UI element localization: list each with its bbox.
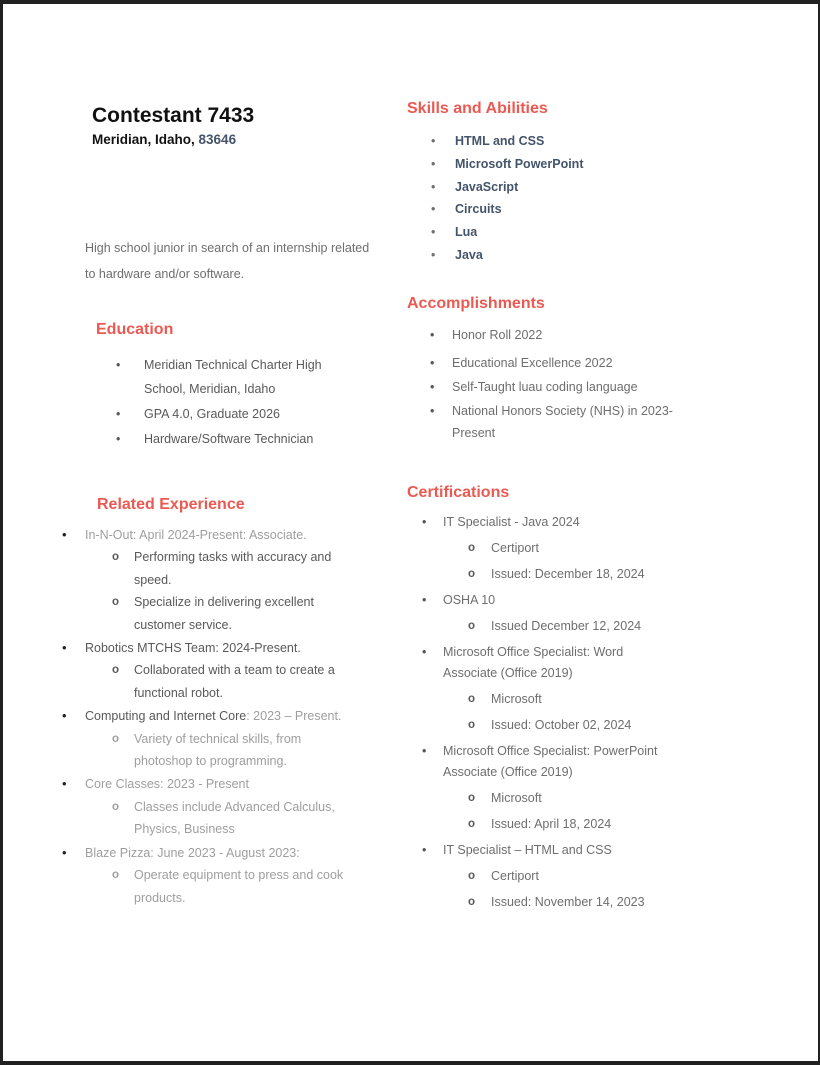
experience-entry-title: Computing and Internet Core xyxy=(85,709,247,724)
certification-title: • Microsoft Office Specialist: PowerPoint Associate (Office 2019) xyxy=(407,741,665,783)
certification-title: • IT Specialist - Java 2024 xyxy=(407,512,665,533)
accomplishment-item: • Educational Excellence 2022 xyxy=(407,352,682,374)
skills-heading: Skills and Abilities xyxy=(407,100,548,117)
certification-detail: o Microsoft xyxy=(407,788,721,809)
certification-title: • Microsoft Office Specialist: Word Associate (Office 2019) xyxy=(407,642,665,684)
contestant-name: Contestant 7433 xyxy=(92,104,255,127)
experience-detail: o Collaborated with a team to create a functional robot. xyxy=(62,659,362,704)
accomplishments-section xyxy=(407,294,707,446)
education-heading: Education xyxy=(96,321,174,338)
objective-text: High school junior in search of an internship related to hardware and/or software. xyxy=(85,241,370,281)
certification-detail: o Certiport xyxy=(407,538,721,559)
skill-item: • Microsoft PowerPoint xyxy=(407,153,707,176)
experience-section xyxy=(62,495,397,909)
certification-detail: o Issued December 12, 2024 xyxy=(407,616,721,637)
skill-item: • Circuits xyxy=(407,198,707,221)
skills-section xyxy=(407,99,707,267)
accomplishment-item: • Honor Roll 2022 xyxy=(407,324,682,346)
certification-item xyxy=(407,741,727,835)
experience-item xyxy=(62,705,397,772)
experience-detail: o Performing tasks with accuracy and speed. xyxy=(62,546,362,591)
experience-entry xyxy=(62,705,380,727)
certification-title: • OSHA 10 xyxy=(407,590,665,611)
experience-item xyxy=(62,524,397,636)
zip-code: 83646 xyxy=(198,132,237,147)
accomplishment-item: • National Honors Society (NHS) in 2023-Present xyxy=(407,400,682,444)
experience-detail: o Operate equipment to press and cook products. xyxy=(62,864,362,909)
certification-detail: o Microsoft xyxy=(407,689,721,710)
certification-detail: o Certiport xyxy=(407,866,721,887)
experience-entry xyxy=(62,524,380,546)
education-section xyxy=(96,320,396,452)
certification-detail: o Issued: October 02, 2024 xyxy=(407,715,721,736)
accomplishments-list xyxy=(407,324,707,444)
experience-detail: o Classes include Advanced Calculus, Physics, Business xyxy=(62,796,362,841)
location-text: Meridian, Idaho, xyxy=(92,132,195,147)
experience-entry-title: Core Classes: 2023 - Present xyxy=(85,777,249,792)
experience-item xyxy=(62,842,397,909)
certification-detail: o Issued: November 14, 2023 xyxy=(407,892,721,913)
skill-item: • Java xyxy=(407,244,707,267)
certifications-list xyxy=(407,512,727,913)
skill-item: • Lua xyxy=(407,221,707,244)
certification-item xyxy=(407,840,727,913)
certifications-section xyxy=(407,483,727,913)
education-item: • Meridian Technical Charter High School, Meridian, Idaho xyxy=(96,353,354,401)
certification-item xyxy=(407,590,727,637)
certification-item xyxy=(407,642,727,736)
certification-detail: o Issued: December 18, 2024 xyxy=(407,564,721,585)
accomplishment-item: • Self-Taught luau coding language xyxy=(407,376,682,398)
education-item: • Hardware/Software Technician xyxy=(96,427,354,451)
skill-item: • HTML and CSS xyxy=(407,130,707,153)
experience-entry xyxy=(62,637,380,659)
experience-entry xyxy=(62,773,380,795)
skills-list xyxy=(407,130,707,267)
experience-detail: o Variety of technical skills, from photoshop to programming. xyxy=(62,728,362,773)
experience-entry-title: Blaze Pizza: June 2023 - August 2023: xyxy=(85,845,300,860)
education-item: • GPA 4.0, Graduate 2026 xyxy=(96,402,354,426)
experience-entry-dates: : 2023 – Present. xyxy=(246,709,342,724)
location-line xyxy=(92,132,254,147)
experience-item xyxy=(62,637,397,704)
education-list xyxy=(96,353,396,451)
experience-heading: Related Experience xyxy=(97,496,245,513)
skill-item: • JavaScript xyxy=(407,176,707,199)
experience-entry xyxy=(62,842,380,864)
experience-entry-title: Robotics MTCHS Team: 2024-Present. xyxy=(85,641,301,656)
certification-title: • IT Specialist – HTML and CSS xyxy=(407,840,665,861)
certification-item xyxy=(407,512,727,585)
experience-item xyxy=(62,773,397,840)
experience-list xyxy=(62,524,397,909)
accomplishments-heading: Accomplishments xyxy=(407,295,545,312)
experience-entry-title: In-N-Out: April 2024-Present: Associate. xyxy=(85,528,307,542)
certification-detail: o Issued: April 18, 2024 xyxy=(407,814,721,835)
certifications-heading: Certifications xyxy=(407,484,510,501)
resume-header xyxy=(92,104,254,147)
experience-detail: o Specialize in delivering excellent customer service. xyxy=(62,591,362,636)
